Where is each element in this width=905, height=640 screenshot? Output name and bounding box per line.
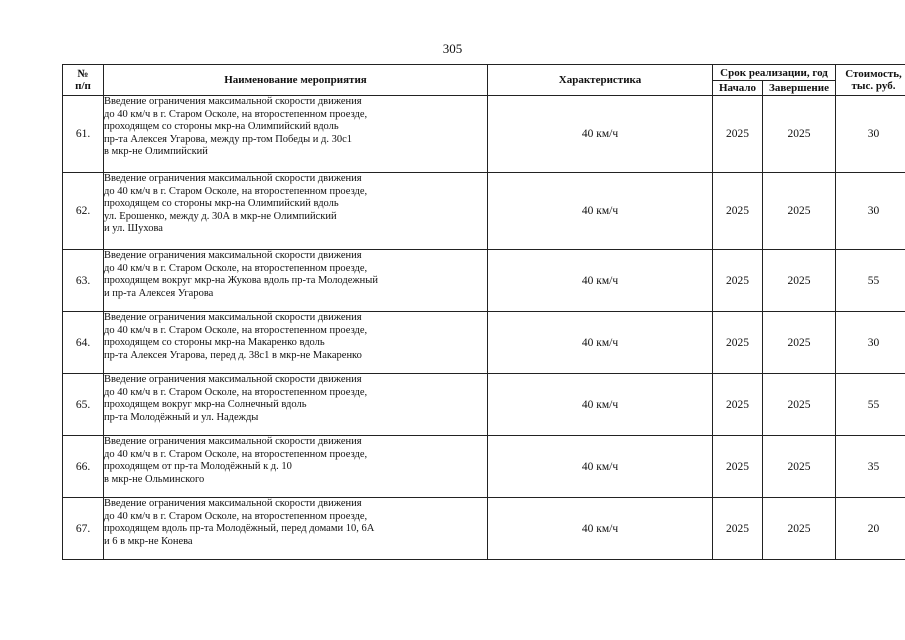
row-start-year: 2025: [713, 96, 763, 173]
row-start-year: 2025: [713, 436, 763, 498]
row-name: [104, 436, 488, 498]
row-name-line: до 40 км/ч в г. Старом Осколе, на второстепенном проезде,: [104, 324, 368, 336]
row-name: [104, 173, 488, 250]
row-name-line: Введение ограничения максимальной скорости движения: [104, 96, 362, 107]
row-name-line: пр-та Молодёжный и ул. Надежды: [104, 411, 259, 423]
row-start-year: 2025: [713, 374, 763, 436]
table-row: [63, 498, 905, 560]
row-name-line: до 40 км/ч в г. Старом Осколе, на второстепенном проезде,: [104, 386, 368, 398]
row-number: 67.: [63, 498, 104, 560]
row-name: [104, 498, 488, 560]
row-name-line: пр-та Алексея Угарова, между пр-том Победы и д. 30с1: [104, 133, 353, 145]
row-name-line: проходящем от пр-та Молодёжный к д. 10: [104, 461, 292, 472]
row-name-line: Введение ограничения максимальной скорости движения: [104, 436, 362, 447]
row-end-year: 2025: [763, 498, 836, 560]
row-end-year: 2025: [763, 250, 836, 312]
page-number: 305: [442, 41, 463, 56]
row-cost: 55: [836, 250, 905, 312]
row-name-line: проходящем со стороны мкр-на Олимпийский вдоль: [104, 198, 339, 209]
header-name: Наименование мероприятия: [104, 65, 488, 96]
row-number: 65.: [63, 374, 104, 436]
header-number-abbr: п/п: [75, 80, 91, 92]
row-end-year: 2025: [763, 436, 836, 498]
row-name: [104, 312, 488, 374]
row-characteristic: 40 км/ч: [488, 374, 713, 436]
row-characteristic: 40 км/ч: [488, 96, 713, 173]
row-name: [104, 96, 488, 173]
table-row: [63, 436, 905, 498]
header-start: Начало: [713, 81, 763, 96]
row-name-line: пр-та Алексея Угарова, перед д. 38с1 в мкр-не Макаренко: [104, 349, 362, 361]
row-name-line: проходящем со стороны мкр-на Макаренко вдоль: [104, 337, 325, 348]
row-name-line: до 40 км/ч в г. Старом Осколе, на второстепенном проезде,: [104, 185, 368, 197]
header-number-symbol: №: [77, 68, 89, 80]
row-cost: 30: [836, 312, 905, 374]
row-cost: 30: [836, 96, 905, 173]
row-name-line: проходящем вокруг мкр-на Солнечный вдоль: [104, 399, 307, 410]
row-start-year: 2025: [713, 173, 763, 250]
row-name-line: до 40 км/ч в г. Старом Осколе, на второстепенном проезде,: [104, 108, 368, 120]
row-name-line: проходящем вдоль пр-та Молодёжный, перед домами 10, 6А: [104, 523, 375, 534]
header-cost-line2: тыс. руб.: [851, 80, 896, 92]
row-name-line: Введение ограничения максимальной скорости движения: [104, 498, 362, 509]
row-end-year: 2025: [763, 312, 836, 374]
row-number: 66.: [63, 436, 104, 498]
row-name-line: Введение ограничения максимальной скорости движения: [104, 173, 362, 184]
row-cost: 55: [836, 374, 905, 436]
row-number: 61.: [63, 96, 104, 173]
row-name-line: Введение ограничения максимальной скорости движения: [104, 250, 362, 261]
table-row: [63, 173, 905, 250]
row-name-line: и 6 в мкр-не Конева: [104, 535, 193, 547]
row-characteristic: 40 км/ч: [488, 436, 713, 498]
row-name-line: ул. Ерошенко, между д. 30А в мкр-не Олимпийский: [104, 210, 337, 222]
table-header: [63, 65, 905, 96]
table-row: [63, 250, 905, 312]
table-body: [63, 96, 905, 560]
header-characteristic: Характеристика: [488, 65, 713, 96]
row-number: 62.: [63, 173, 104, 250]
table-row: [63, 374, 905, 436]
row-name-line: до 40 км/ч в г. Старом Осколе, на второстепенном проезде,: [104, 448, 368, 460]
row-cost: 35: [836, 436, 905, 498]
row-name-line: в мкр-не Олимпийский: [104, 146, 208, 157]
row-characteristic: 40 км/ч: [488, 312, 713, 374]
row-end-year: 2025: [763, 173, 836, 250]
row-name-line: Введение ограничения максимальной скорости движения: [104, 374, 362, 385]
row-name-line: и пр-та Алексея Угарова: [104, 287, 214, 299]
header-period: Срок реализации, год: [713, 65, 836, 81]
row-characteristic: 40 км/ч: [488, 498, 713, 560]
row-name-line: проходящем вокруг мкр-на Жукова вдоль пр-та Молодежный: [104, 275, 378, 286]
row-name-line: до 40 км/ч в г. Старом Осколе, на второстепенном проезде,: [104, 262, 368, 274]
table-row: [63, 312, 905, 374]
row-name: [104, 374, 488, 436]
row-name-line: в мкр-не Ольминского: [104, 473, 205, 485]
row-name-line: Введение ограничения максимальной скорости движения: [104, 312, 362, 323]
row-name-line: и ул. Шухова: [104, 223, 163, 234]
header-cost: [836, 65, 905, 96]
row-start-year: 2025: [713, 312, 763, 374]
header-end: Завершение: [763, 81, 836, 96]
measures-table: [62, 64, 905, 560]
table-row: [63, 96, 905, 173]
row-number: 63.: [63, 250, 104, 312]
row-characteristic: 40 км/ч: [488, 173, 713, 250]
row-end-year: 2025: [763, 96, 836, 173]
row-name-line: проходящем со стороны мкр-на Олимпийский вдоль: [104, 121, 339, 132]
header-cost-line1: Стоимость,: [845, 68, 902, 80]
header-number: [63, 65, 104, 96]
row-start-year: 2025: [713, 250, 763, 312]
row-start-year: 2025: [713, 498, 763, 560]
row-cost: 30: [836, 173, 905, 250]
row-name-line: до 40 км/ч в г. Старом Осколе, на второстепенном проезде,: [104, 510, 368, 522]
row-characteristic: 40 км/ч: [488, 250, 713, 312]
row-number: 64.: [63, 312, 104, 374]
row-end-year: 2025: [763, 374, 836, 436]
row-cost: 20: [836, 498, 905, 560]
row-name: [104, 250, 488, 312]
